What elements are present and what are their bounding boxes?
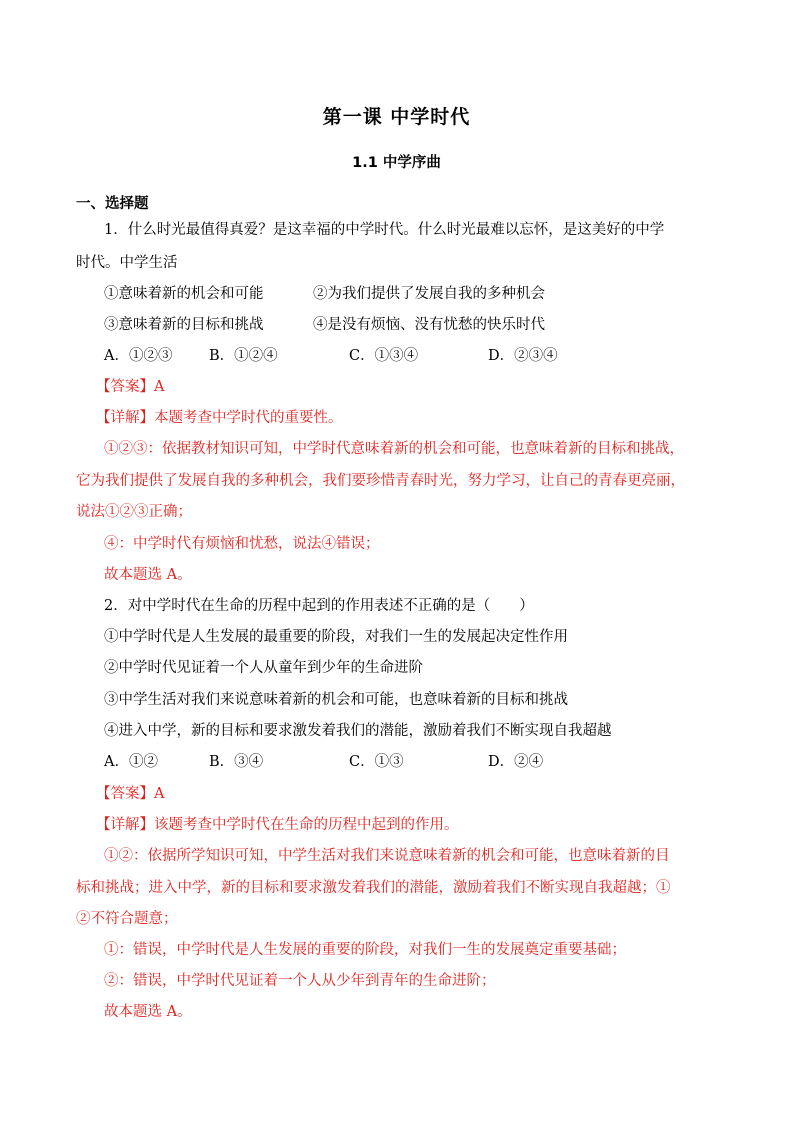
section-subtitle: 1.1 中学序曲	[352, 155, 441, 171]
q1-option-d: D．②③④	[488, 348, 558, 364]
q1-stem-line-2: 时代。中学生活	[76, 255, 178, 271]
q2-conclusion: 故本题选 A。	[104, 1004, 192, 1020]
q2-explanation-4: ①：错误，中学时代是人生发展的重要的阶段，对我们一生的发展奠定重要基础；	[104, 942, 626, 958]
q2-explanation-3: ②不符合题意；	[76, 911, 178, 927]
q2-option-b: B．③④	[209, 754, 264, 770]
q1-explanation-1: ①②③：依据教材知识可知，中学时代意味着新的机会和可能，也意味着新的目标和挑战，	[104, 441, 684, 457]
q2-option-c: C．①③	[349, 754, 404, 770]
q1-option-b: B．①②④	[209, 348, 278, 364]
q1-explanation-3: 说法①②③正确；	[76, 504, 192, 520]
q2-answer: 【答案】A	[96, 786, 165, 802]
q1-item-1: ①意味着新的机会和可能	[104, 286, 264, 302]
q1-explanation-2: 它为我们提供了发展自我的多种机会，我们要珍惜青春时光，努力学习，让自己的青春更亮丽，	[76, 473, 685, 489]
question-type-heading: 一、选择题	[76, 196, 149, 212]
q2-option-d: D．②④	[488, 754, 544, 770]
q1-stem-line-1: 1．什么时光最值得真爱？是这幸福的中学时代。什么时光最难以忘怀，是这美好的中学	[104, 222, 665, 238]
q1-explanation-4: ④：中学时代有烦恼和忧愁，说法④错误；	[104, 536, 380, 552]
q2-explanation-1: ①②：依据所学知识可知，中学生活对我们来说意味着新的机会和可能，也意味着新的目	[104, 848, 670, 864]
q1-conclusion: 故本题选 A。	[104, 567, 192, 583]
q1-item-4: ④是没有烦恼、没有忧愁的快乐时代	[313, 317, 545, 333]
q1-item-2: ②为我们提供了发展自我的多种机会	[313, 286, 545, 302]
q2-explanation-5: ②：错误，中学时代见证着一个人从少年到青年的生命进阶；	[104, 973, 496, 989]
q1-option-c: C．①③④	[349, 348, 419, 364]
q2-explanation-2: 标和挑战；进入中学，新的目标和要求激发着我们的潜能，激励着我们不断实现自我超越；①	[76, 880, 671, 896]
q2-item-3: ③中学生活对我们来说意味着新的机会和可能，也意味着新的目标和挑战	[104, 692, 568, 708]
q2-item-4: ④进入中学，新的目标和要求激发着我们的潜能，激励着我们不断实现自我超越	[104, 723, 612, 739]
q2-item-1: ①中学时代是人生发展的最重要的阶段，对我们一生的发展起决定性作用	[104, 629, 568, 645]
lesson-title: 第一课 中学时代	[322, 106, 471, 128]
q2-stem: 2．对中学时代在生命的历程中起到的作用表述不正确的是（ ）	[104, 598, 534, 614]
q2-option-a: A．①②	[104, 754, 158, 770]
q2-detail: 【详解】该题考查中学时代在生命的历程中起到的作用。	[96, 817, 459, 833]
q1-answer: 【答案】A	[96, 379, 165, 395]
q1-option-a: A．①②③	[104, 348, 173, 364]
q2-item-2: ②中学时代见证着一个人从童年到少年的生命进阶	[104, 660, 423, 676]
q1-detail: 【详解】本题考查中学时代的重要性。	[96, 410, 343, 426]
q1-item-3: ③意味着新的目标和挑战	[104, 317, 264, 333]
